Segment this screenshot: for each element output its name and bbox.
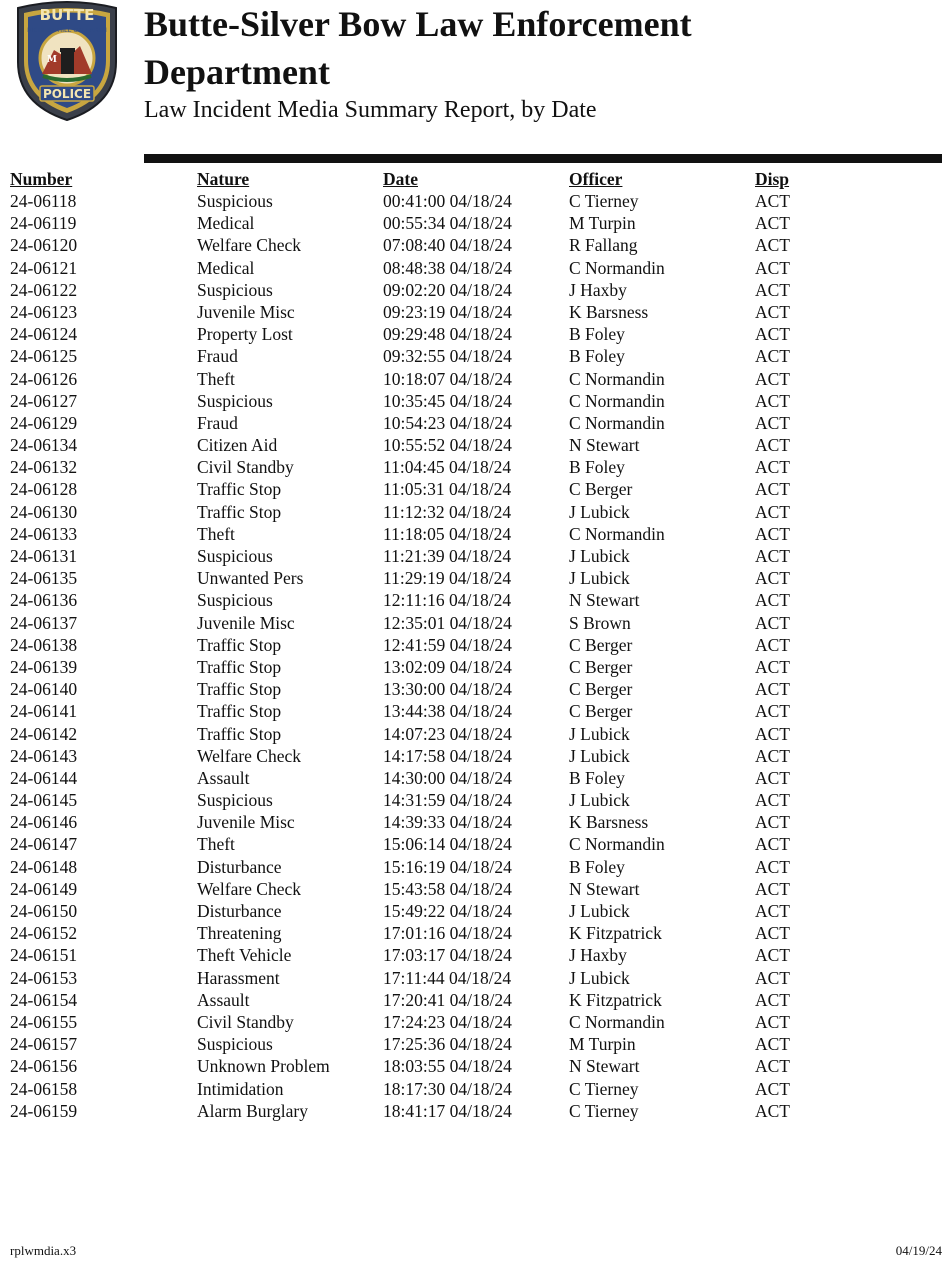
incident-disp: ACT [755,523,790,544]
incident-disp: ACT [755,1034,790,1055]
incident-date: 17:25:36 04/18/24 [383,1034,512,1055]
incident-number: 24-06133 [10,523,78,544]
incident-number: 24-06152 [10,923,78,944]
incident-number: 24-06143 [10,745,78,766]
table-row [10,234,940,256]
incident-date: 11:05:31 04/18/24 [383,479,512,500]
incident-number: 24-06121 [10,257,78,278]
incident-date: 17:01:16 04/18/24 [383,923,512,944]
table-row [10,1100,940,1122]
report-title [144,0,692,96]
incident-date: 17:24:23 04/18/24 [383,1011,512,1032]
incident-disp: ACT [755,390,790,411]
incident-officer: N Stewart [569,590,640,611]
incident-nature: Suspicious [197,279,273,300]
table-row [10,656,940,678]
incident-nature: Traffic Stop [197,479,282,500]
incident-disp: ACT [755,790,790,811]
incident-date: 10:18:07 04/18/24 [383,368,512,389]
incident-number: 24-06126 [10,368,78,389]
incident-disp: ACT [755,834,790,855]
incident-date: 09:02:20 04/18/24 [383,279,512,300]
incident-disp: ACT [755,191,790,211]
incident-nature: Assault [197,989,250,1010]
table-row [10,390,940,412]
incident-date: 17:11:44 04/18/24 [383,967,512,988]
incident-officer: N Stewart [569,878,640,899]
incident-officer: C Tierney [569,191,639,211]
incident-nature: Civil Standby [197,457,294,478]
table-row [10,967,940,989]
incident-date: 13:44:38 04/18/24 [383,701,512,722]
incident-date: 11:12:32 04/18/24 [383,501,512,522]
incident-date: 18:41:17 04/18/24 [383,1100,512,1121]
incident-officer: J Haxby [569,279,627,300]
incident-date: 12:41:59 04/18/24 [383,634,512,655]
incident-number: 24-06125 [10,346,78,367]
incident-disp: ACT [755,745,790,766]
column-header-disp: Disp [755,169,790,189]
incident-nature: Welfare Check [197,235,302,256]
incident-disp: ACT [755,679,790,700]
incident-disp: ACT [755,723,790,744]
report-title-line1: Butte-Silver Bow Law Enforcement [144,4,692,44]
incident-date: 09:23:19 04/18/24 [383,301,512,322]
incident-disp: ACT [755,1100,790,1121]
incident-date: 15:49:22 04/18/24 [383,901,512,921]
incident-officer: J Haxby [569,945,627,966]
incident-date: 11:29:19 04/18/24 [383,568,512,589]
incident-nature: Juvenile Misc [197,612,295,633]
incident-date: 11:18:05 04/18/24 [383,523,512,544]
incident-number: 24-06130 [10,501,78,522]
incident-number: 24-06139 [10,656,78,677]
police-badge-logo [12,0,122,122]
incident-number: 24-06120 [10,235,78,256]
column-header-officer: Officer [569,169,623,189]
incident-date: 07:08:40 04/18/24 [383,235,512,256]
incident-disp: ACT [755,612,790,633]
incident-officer: J Lubick [569,723,630,744]
incident-date: 00:41:00 04/18/24 [383,191,512,211]
incident-officer: J Lubick [569,790,630,811]
table-row [10,767,940,789]
incident-nature: Theft [197,834,235,855]
incident-number: 24-06147 [10,834,78,855]
incident-nature: Juvenile Misc [197,301,295,322]
incident-nature: Theft [197,523,235,544]
table-row [10,1055,940,1077]
incident-officer: C Berger [569,679,633,700]
incident-date: 11:04:45 04/18/24 [383,457,512,478]
table-row [10,723,940,745]
incident-disp: ACT [755,901,790,921]
table-row [10,678,940,700]
incident-officer: C Normandin [569,834,665,855]
incident-officer: C Normandin [569,412,665,433]
header-divider [144,154,942,163]
incident-date: 14:39:33 04/18/24 [383,812,512,833]
incident-nature: Citizen Aid [197,435,278,456]
incident-officer: B Foley [569,324,625,345]
table-row [10,745,940,767]
incident-officer: C Tierney [569,1100,639,1121]
incident-nature: Harassment [197,967,280,988]
incident-disp: ACT [755,767,790,788]
incident-disp: ACT [755,257,790,278]
incident-number: 24-06149 [10,878,78,899]
table-row [10,212,940,234]
incident-date: 12:11:16 04/18/24 [383,590,512,611]
incident-nature: Disturbance [197,856,282,877]
incident-date: 13:02:09 04/18/24 [383,656,512,677]
incident-date: 10:54:23 04/18/24 [383,412,512,433]
incident-officer: K Fitzpatrick [569,989,662,1010]
incident-number: 24-06148 [10,856,78,877]
incident-date: 09:32:55 04/18/24 [383,346,512,367]
incident-date: 14:07:23 04/18/24 [383,723,512,744]
table-row [10,323,940,345]
incident-nature: Welfare Check [197,878,302,899]
incident-nature: Traffic Stop [197,701,282,722]
incident-officer: S Brown [569,612,631,633]
incident-officer: C Normandin [569,1011,665,1032]
incident-nature: Suspicious [197,590,273,611]
badge-center-text: M [47,55,57,65]
incident-nature: Suspicious [197,1034,273,1055]
incident-disp: ACT [755,812,790,833]
incident-disp: ACT [755,435,790,456]
incident-officer: B Foley [569,346,625,367]
incident-disp: ACT [755,412,790,433]
table-row [10,989,940,1011]
incident-disp: ACT [755,568,790,589]
incident-officer: K Barsness [569,301,649,322]
incident-nature: Traffic Stop [197,656,282,677]
incident-date: 14:17:58 04/18/24 [383,745,512,766]
incident-number: 24-06127 [10,390,78,411]
incident-date: 18:03:55 04/18/24 [383,1056,512,1077]
incident-nature: Juvenile Misc [197,812,295,833]
incident-disp: ACT [755,279,790,300]
incident-nature: Medical [197,257,255,278]
column-header-date: Date [383,169,418,189]
incident-number: 24-06128 [10,479,78,500]
incident-nature: Welfare Check [197,745,302,766]
incident-officer: B Foley [569,856,625,877]
incident-nature: Traffic Stop [197,723,282,744]
incident-date: 12:35:01 04/18/24 [383,612,512,633]
incident-number: 24-06135 [10,568,78,589]
incident-date: 15:16:19 04/18/24 [383,856,512,877]
incident-officer: K Barsness [569,812,649,833]
incident-officer: C Berger [569,656,633,677]
table-row [10,878,940,900]
incident-number: 24-06132 [10,457,78,478]
incident-date: 17:20:41 04/18/24 [383,989,512,1010]
incident-nature: Threatening [197,923,282,944]
incident-number: 24-06155 [10,1011,78,1032]
incident-disp: ACT [755,701,790,722]
incident-disp: ACT [755,1078,790,1099]
incident-date: 09:29:48 04/18/24 [383,324,512,345]
incident-disp: ACT [755,923,790,944]
badge-top-text: BUTTE [39,6,95,24]
table-row [10,1033,940,1055]
table-row [10,944,940,966]
table-row [10,833,940,855]
incident-nature: Property Lost [197,324,293,345]
incident-disp: ACT [755,301,790,322]
incident-officer: K Fitzpatrick [569,923,662,944]
incident-date: 15:43:58 04/18/24 [383,878,512,899]
incident-nature: Assault [197,767,250,788]
table-header [10,168,940,190]
incident-nature: Medical [197,213,255,234]
incident-officer: J Lubick [569,745,630,766]
report-subtitle: Law Incident Media Summary Report, by Date [144,97,597,123]
incident-disp: ACT [755,346,790,367]
incident-number: 24-06154 [10,989,78,1010]
incident-disp: ACT [755,856,790,877]
incident-number: 24-06136 [10,590,78,611]
table-row [10,190,940,212]
table-row [10,412,940,434]
incident-number: 24-06150 [10,901,78,921]
incident-disp: ACT [755,235,790,256]
table-row [10,456,940,478]
incident-number: 24-06151 [10,945,78,966]
incident-officer: C Berger [569,701,633,722]
incident-date: 14:30:00 04/18/24 [383,767,512,788]
incident-nature: Traffic Stop [197,634,282,655]
table-row [10,523,940,545]
incident-number: 24-06140 [10,679,78,700]
incident-nature: Traffic Stop [197,501,282,522]
incident-officer: J Lubick [569,501,630,522]
incident-officer: C Berger [569,479,633,500]
table-row [10,811,940,833]
incident-disp: ACT [755,368,790,389]
incident-disp: ACT [755,457,790,478]
incident-number: 24-06144 [10,767,78,788]
incident-disp: ACT [755,324,790,345]
incident-number: 24-06122 [10,279,78,300]
incident-date: 18:17:30 04/18/24 [383,1078,512,1099]
incident-disp: ACT [755,878,790,899]
incident-number: 24-06123 [10,301,78,322]
table-row [10,345,940,367]
incident-number: 24-06138 [10,634,78,655]
incident-nature: Suspicious [197,790,273,811]
badge-ring-text: RICHEST HILL ON EARTH [27,26,107,34]
incident-officer: N Stewart [569,435,640,456]
table-row [10,279,940,301]
incident-nature: Suspicious [197,191,273,211]
incident-number: 24-06145 [10,790,78,811]
incident-date: 10:35:45 04/18/24 [383,390,512,411]
incident-disp: ACT [755,945,790,966]
incident-nature: Theft [197,368,235,389]
table-row [10,301,940,323]
incident-number: 24-06159 [10,1100,78,1121]
incident-disp: ACT [755,967,790,988]
table-row [10,589,940,611]
incident-table-body [10,190,940,1122]
incident-date: 13:30:00 04/18/24 [383,679,512,700]
table-row [10,434,940,456]
incident-nature: Suspicious [197,390,273,411]
column-header-number: Number [10,169,73,189]
table-row [10,856,940,878]
incident-disp: ACT [755,590,790,611]
incident-date: 08:48:38 04/18/24 [383,257,512,278]
table-row [10,634,940,656]
incident-officer: J Lubick [569,568,630,589]
print-date: 04/19/24 [895,1243,942,1258]
table-row [10,1011,940,1033]
incident-nature: Suspicious [197,546,273,566]
incident-officer: B Foley [569,767,625,788]
incident-number: 24-06142 [10,723,78,744]
incident-disp: ACT [755,213,790,234]
incident-officer: J Lubick [569,546,630,566]
table-row [10,789,940,811]
incident-date: 00:55:34 04/18/24 [383,213,512,234]
incident-officer: R Fallang [569,235,638,256]
incident-officer: C Tierney [569,1078,639,1099]
incident-nature: Theft Vehicle [197,945,292,966]
incident-number: 24-06146 [10,812,78,833]
incident-date: 17:03:17 04/18/24 [383,945,512,966]
table-row [10,501,940,523]
incident-number: 24-06129 [10,412,78,433]
badge-bottom-text: POLICE [42,87,92,101]
incident-officer: C Berger [569,634,633,655]
incident-number: 24-06134 [10,435,78,456]
incident-disp: ACT [755,1056,790,1077]
incident-officer: C Normandin [569,257,665,278]
incident-disp: ACT [755,479,790,500]
incident-officer: M Turpin [569,213,636,234]
table-row [10,478,940,500]
incident-disp: ACT [755,1011,790,1032]
incident-date: 10:55:52 04/18/24 [383,435,512,456]
incident-number: 24-06137 [10,612,78,633]
table-row [10,567,940,589]
report-code: rplwmdia.x3 [10,1243,77,1258]
incident-officer: N Stewart [569,1056,640,1077]
incident-number: 24-06119 [10,213,77,234]
incident-nature: Unwanted Pers [197,568,304,589]
incident-date: 15:06:14 04/18/24 [383,834,512,855]
table-row [10,1078,940,1100]
incident-officer: J Lubick [569,901,630,921]
incident-number: 24-06157 [10,1034,78,1055]
incident-officer: C Normandin [569,368,665,389]
incident-date: 14:31:59 04/18/24 [383,790,512,811]
incident-number: 24-06156 [10,1056,78,1077]
incident-disp: ACT [755,634,790,655]
incident-officer: B Foley [569,457,625,478]
incident-number: 24-06158 [10,1078,78,1099]
incident-officer: J Lubick [569,967,630,988]
incident-nature: Civil Standby [197,1011,294,1032]
table-row [10,922,940,944]
table-row [10,612,940,634]
incident-nature: Disturbance [197,901,282,921]
table-row [10,545,940,567]
table-row [10,257,940,279]
incident-disp: ACT [755,656,790,677]
incident-disp: ACT [755,989,790,1010]
incident-nature: Intimidation [197,1078,284,1099]
incident-number: 24-06141 [10,701,78,722]
incident-nature: Alarm Burglary [197,1100,308,1121]
incident-officer: M Turpin [569,1034,636,1055]
table-row [10,368,940,390]
incident-number: 24-06118 [10,191,77,211]
incident-disp: ACT [755,546,790,566]
incident-nature: Traffic Stop [197,679,282,700]
report-title-line2: Department [144,52,330,92]
table-row [10,700,940,722]
incident-nature: Unknown Problem [197,1056,330,1077]
column-header-nature: Nature [197,169,250,189]
incident-date: 11:21:39 04/18/24 [383,546,512,566]
incident-number: 24-06124 [10,324,78,345]
table-row [10,900,940,922]
incident-officer: C Normandin [569,523,665,544]
incident-nature: Fraud [197,412,238,433]
incident-nature: Fraud [197,346,238,367]
incident-number: 24-06131 [10,546,78,566]
incident-number: 24-06153 [10,967,78,988]
incident-disp: ACT [755,501,790,522]
incident-officer: C Normandin [569,390,665,411]
